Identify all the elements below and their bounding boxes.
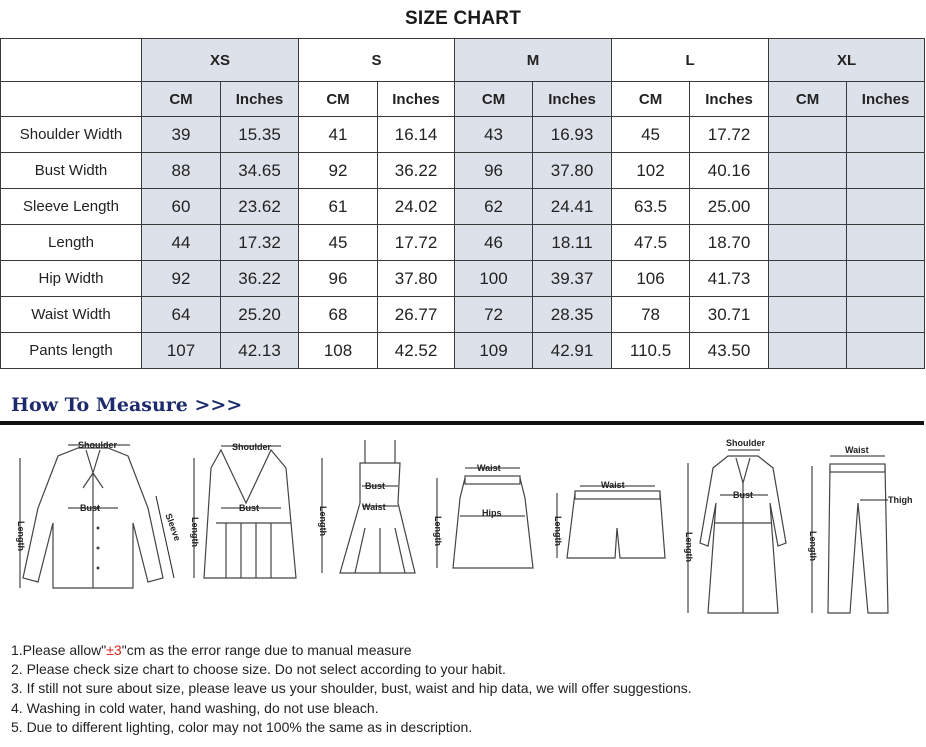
row-label: Sleeve Length — [1, 189, 142, 225]
table-cell — [847, 189, 925, 225]
table-cell: 92 — [299, 153, 378, 189]
thigh-label: Thigh — [888, 495, 913, 505]
pants-figure — [800, 428, 915, 623]
table-cell: 42.91 — [533, 333, 612, 369]
shoulder-label: Shoulder — [232, 442, 272, 452]
table-cell: 26.77 — [378, 297, 455, 333]
bust-label: Bust — [365, 481, 385, 491]
blouse-figure — [8, 428, 183, 598]
table-cell: 43.50 — [690, 333, 769, 369]
table-cell: 109 — [455, 333, 533, 369]
table-cell: 45 — [612, 117, 690, 153]
table-cell: 25.20 — [221, 297, 299, 333]
table-cell: 18.11 — [533, 225, 612, 261]
table-cell: 25.00 — [690, 189, 769, 225]
table-cell: 64 — [142, 297, 221, 333]
table-cell: 42.13 — [221, 333, 299, 369]
table-cell: 102 — [612, 153, 690, 189]
table-cell: 88 — [142, 153, 221, 189]
row-label: Pants length — [1, 333, 142, 369]
waist-label: Waist — [362, 502, 386, 512]
table-cell: 62 — [455, 189, 533, 225]
row-label: Length — [1, 225, 142, 261]
table-cell: 92 — [142, 261, 221, 297]
unit-inches-header: Inches — [690, 82, 769, 117]
length-label: Length — [684, 532, 694, 562]
table-row — [1, 261, 925, 297]
table-cell: 107 — [142, 333, 221, 369]
size-xl-header: XL — [769, 39, 925, 82]
skirt-figure — [425, 428, 540, 598]
table-row — [1, 297, 925, 333]
table-cell: 44 — [142, 225, 221, 261]
table-cell: 34.65 — [221, 153, 299, 189]
table-cell: 46 — [455, 225, 533, 261]
table-cell: 45 — [299, 225, 378, 261]
table-cell: 47.5 — [612, 225, 690, 261]
table-cell: 42.52 — [378, 333, 455, 369]
table-row — [1, 225, 925, 261]
table-cell — [769, 333, 847, 369]
note-3: 3. If still not sure about size, please leave us your shoulder, bust, waist and hip data, we will offer suggestions. — [11, 680, 692, 697]
table-cell — [769, 189, 847, 225]
unit-cm-header: CM — [455, 82, 533, 117]
table-cell — [847, 261, 925, 297]
table-cell: 17.72 — [378, 225, 455, 261]
dress-figure — [310, 428, 420, 598]
table-cell: 17.32 — [221, 225, 299, 261]
waist-label: Waist — [601, 480, 625, 490]
table-cell: 24.02 — [378, 189, 455, 225]
table-cell — [769, 297, 847, 333]
table-cell: 24.41 — [533, 189, 612, 225]
table-cell: 60 — [142, 189, 221, 225]
note-1 — [11, 641, 916, 660]
table-cell — [769, 225, 847, 261]
waist-label: Waist — [845, 445, 869, 455]
size-chart-table — [0, 38, 925, 369]
size-l-header: L — [612, 39, 769, 82]
unit-inches-header: Inches — [221, 82, 299, 117]
table-cell — [769, 261, 847, 297]
how-to-measure-heading: How To Measure >>> — [11, 394, 243, 416]
table-cell: 36.22 — [378, 153, 455, 189]
waist-label: Waist — [477, 463, 501, 473]
bust-label: Bust — [80, 503, 100, 513]
table-cell: 23.62 — [221, 189, 299, 225]
row-label: Shoulder Width — [1, 117, 142, 153]
shoulder-label: Shoulder — [78, 440, 118, 450]
size-m-header: M — [455, 39, 612, 82]
table-cell — [847, 225, 925, 261]
sleeve-label: Sleeve — [163, 511, 183, 543]
measure-illustrations — [0, 428, 926, 628]
table-cell — [769, 117, 847, 153]
size-chart-title: SIZE CHART — [405, 8, 521, 29]
table-cell: 37.80 — [533, 153, 612, 189]
bust-label: Bust — [733, 490, 753, 500]
unit-cm-header: CM — [142, 82, 221, 117]
table-row — [1, 189, 925, 225]
table-cell: 96 — [455, 153, 533, 189]
unit-inches-header: Inches — [847, 82, 925, 117]
table-cell — [847, 153, 925, 189]
table-cell: 78 — [612, 297, 690, 333]
note-2: 2. Please check size chart to choose size. Do not select according to your habit. — [11, 661, 506, 678]
unit-header-row — [1, 82, 925, 117]
notes-list — [11, 641, 916, 737]
length-label: Length — [16, 521, 26, 551]
table-cell: 39 — [142, 117, 221, 153]
table-cell: 30.71 — [690, 297, 769, 333]
table-cell: 108 — [299, 333, 378, 369]
unit-cm-header: CM — [299, 82, 378, 117]
row-label: Hip Width — [1, 261, 142, 297]
unit-cm-header: CM — [612, 82, 690, 117]
note-1-suffix: "cm as the error range due to manual measure — [121, 642, 412, 658]
table-cell: 28.35 — [533, 297, 612, 333]
note-4: 4. Washing in cold water, hand washing, do not use bleach. — [11, 699, 379, 716]
shoulder-label: Shoulder — [726, 438, 766, 448]
length-label: Length — [553, 516, 563, 546]
table-cell: 39.37 — [533, 261, 612, 297]
row-label: Bust Width — [1, 153, 142, 189]
corner-cell — [1, 82, 142, 117]
table-cell: 63.5 — [612, 189, 690, 225]
table-cell: 72 — [455, 297, 533, 333]
table-cell: 36.22 — [221, 261, 299, 297]
table-cell — [769, 153, 847, 189]
table-cell: 106 — [612, 261, 690, 297]
bust-label: Bust — [239, 503, 259, 513]
note-1-prefix: 1.Please allow" — [11, 642, 107, 658]
table-cell: 68 — [299, 297, 378, 333]
hips-label: Hips — [482, 508, 502, 518]
table-cell: 110.5 — [612, 333, 690, 369]
table-cell: 16.14 — [378, 117, 455, 153]
table-cell: 37.80 — [378, 261, 455, 297]
length-label: Length — [190, 517, 200, 547]
table-cell: 15.35 — [221, 117, 299, 153]
table-cell — [847, 117, 925, 153]
size-xs-header: XS — [142, 39, 299, 82]
table-row — [1, 153, 925, 189]
shorts-figure — [545, 428, 675, 598]
table-cell — [847, 297, 925, 333]
table-cell: 18.70 — [690, 225, 769, 261]
table-cell: 61 — [299, 189, 378, 225]
table-cell: 43 — [455, 117, 533, 153]
unit-cm-header: CM — [769, 82, 847, 117]
row-label: Waist Width — [1, 297, 142, 333]
length-label: Length — [808, 531, 818, 561]
table-cell: 17.72 — [690, 117, 769, 153]
unit-inches-header: Inches — [378, 82, 455, 117]
table-cell: 16.93 — [533, 117, 612, 153]
note-5: 5. Due to different lighting, color may not 100% the same as in description. — [11, 718, 473, 735]
table-row — [1, 333, 925, 369]
vest-figure — [186, 428, 306, 598]
coat-figure — [678, 428, 808, 623]
table-cell: 96 — [299, 261, 378, 297]
note-1-highlight: ±3 — [106, 642, 122, 658]
length-label: Length — [433, 516, 443, 546]
table-cell: 100 — [455, 261, 533, 297]
table-cell: 41.73 — [690, 261, 769, 297]
table-cell — [847, 333, 925, 369]
size-header-row — [1, 39, 925, 82]
table-cell: 40.16 — [690, 153, 769, 189]
unit-inches-header: Inches — [533, 82, 612, 117]
size-s-header: S — [299, 39, 455, 82]
table-cell: 41 — [299, 117, 378, 153]
section-divider — [0, 421, 924, 425]
length-label: Length — [318, 506, 328, 536]
corner-cell — [1, 39, 142, 82]
table-row — [1, 117, 925, 153]
